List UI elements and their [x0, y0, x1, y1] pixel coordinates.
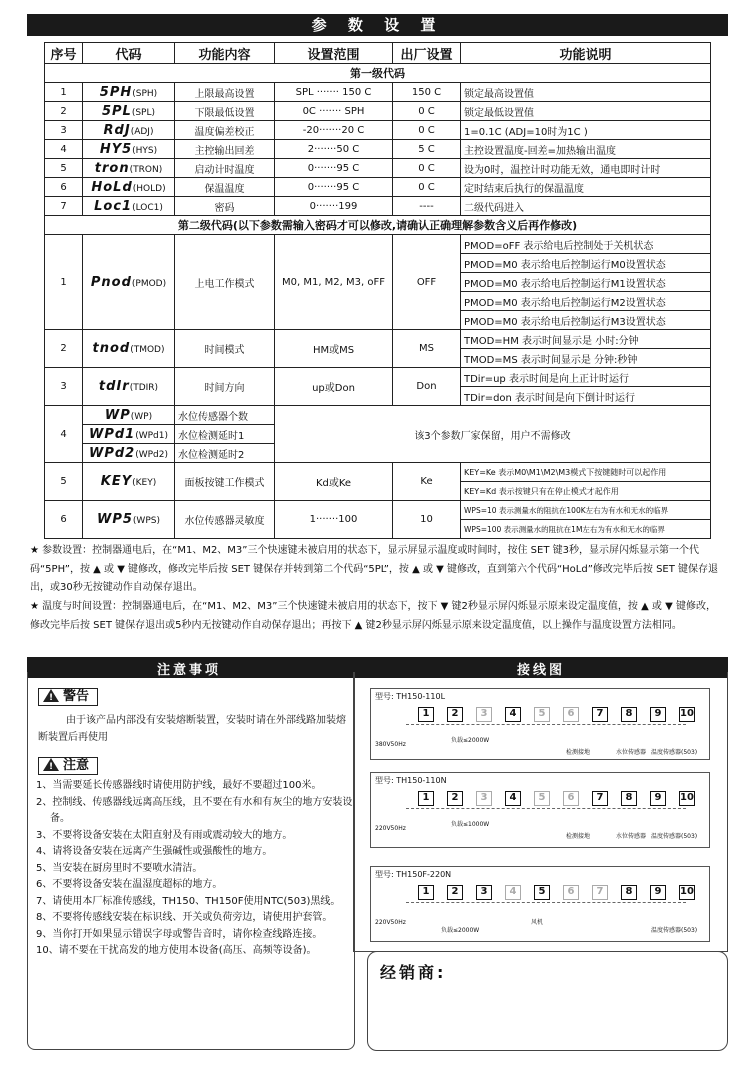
terminal-6: 6 [563, 791, 579, 806]
caution-item: 6、不要将设备安装在温湿度超标的地方。 [36, 879, 223, 890]
caution-item: 8、不要将传感线安装在标识线、开关或负荷旁边，请使用护套管。 [36, 912, 333, 923]
terminal-4: 4 [505, 707, 521, 722]
wiring-label: 水位传感器 [616, 749, 647, 756]
terminal-7: 7 [592, 791, 608, 806]
terminal-1: 1 [418, 707, 434, 722]
wiring-label: 220V50Hz [375, 919, 406, 926]
terminal-9: 9 [650, 885, 666, 900]
terminal-9: 9 [650, 791, 666, 806]
wiring-diagram [370, 688, 710, 760]
model-label: 型号: TH150F-220N [375, 870, 452, 879]
wiring-label: 风机 [531, 919, 544, 926]
terminal-2: 2 [447, 885, 463, 900]
parameter-table: 序号 代码 功能内容 设置范围 出厂设置 功能说明 第一级代码 1 5PH(SPH) 上限最高设置 SPL ······· 150 C 150 C 锁定最高设置值 2 5PL(SPL) 下限最低设置 0C ······· SPH 0 C 锁定最低设置值 3 RdJ(ADJ) 温度偏差校正 -20·······20 C 0 C 1=0.1C (ADJ=10时为1C ) 4 HY5(HYS) 主控输出回差 2·······50 C 5 C 主控设置温度-回差=加热输出温度 5 tron(TRON) 启动计时温度 0·······95 C 0 C 设为0时，温控计时功能无效，通电即时计时 6 HoLd(HOLD) 保温温度 0·······95 C 0 C 定时结束后执行的保温温度 7 Loc1(LOC1) 密码 0·······199 ---- 二级代码进入 第二级代码(以下参数需输入密码才可以修改,请确认正确理解参数含义后再作修改) 1 Pnod(PMOD) 上电工作模式 M0, M1, M2, M3, oFF OFF PMOD=oFF 表示给电后控制处于关机状态 PMOD=M0 表示给电后控制运行M0设置状态 PMOD=M0 表示给电后控制运行M1设置状态 PMOD=M0 表示给电后控制运行M2设置状态 PMOD=M0 表示给电后控制运行M3设置状态 2 tnod(TMOD) 时间模式 HM或MS MS TMOD=HM 表示时间显示是 小时:分钟 TMOD=MS 表示时间显示是 分钟:秒钟 3 tdIr(TDIR) 时间方向 up或Don Don TDir=up 表示时间是向上正计时运行 TDir=don 表示时间是向下倒计时运行 4 WP(WP) 水位传感器个数 该3个参数厂家保留，用户不需修改 WPd1(WPd1) 水位检测延时1 WPd2(WPd2) 水位检测延时2 5 KEY(KEY) 面板按键工作模式 Kd或Ke Ke KEY=Ke 表示M0\M1\M2\M3模式下按键随时可以起作用 KEY=Kd 表示按键只有在停止模式才起作用 6 WP5(WPS) 水位传感器灵敏度 1·······100 10 WPS=10 表示测量水的阻抗在100K左右为有水和无水的临界 WPS=100 表示测量水的阻抗在1M左右为有水和无水的临界 [44, 42, 711, 539]
model-label: 型号: TH150-110L [375, 692, 446, 701]
caution-header: !注意 [38, 757, 98, 775]
caution-icon [43, 758, 59, 771]
table-row: 4 HY5(HYS) 主控输出回差 2·······50 C 5 C 主控设置温度-回差=加热输出温度 [45, 140, 711, 159]
wiring-label: 温度传感器(503) [651, 833, 698, 840]
terminal-10: 10 [679, 791, 695, 806]
wiring-label: 负载≤2000W [451, 737, 490, 744]
dealer-box [367, 951, 728, 1051]
warning-text: 由于该产品内部没有安装熔断装置，安装时请在外部线路加装熔断装置后再使用 [38, 715, 346, 743]
table-row: 1 Pnod(PMOD) 上电工作模式 M0, M1, M2, M3, oFF OFF PMOD=oFF 表示给电后控制处于关机状态 [45, 235, 711, 254]
terminal-6: 6 [563, 707, 579, 722]
caution-item: 9、当你打开如果显示错误字母或警告音时，请你检查线路连接。 [36, 928, 323, 940]
instruction-temp-time-setting: ★ 温度与时间设置：控制器通电后，在“M1、M2、M3”三个快速键未被启用的状态下，按下 ▼ 键2秒显示屏闪烁显示原来设定温度值，按 ▲ 或 ▼ 键修改，修改完毕后按 SET 键保存退出或5秒内无按键动作自动保存退出；再按下 ▲ 键2秒显示屏闪烁显示原来设定温度值，以上操作与温度设置方法相同。 [30, 601, 716, 631]
wiring-label: 检测接地 [566, 833, 591, 840]
wiring-label: 温度传感器(503) [651, 749, 698, 756]
terminal-6: 6 [563, 885, 579, 900]
table-row: 5 KEY(KEY) 面板按键工作模式 Kd或Ke Ke KEY=Ke 表示M0\M1\M2\M3模式下按键随时可以起作用 [45, 463, 711, 482]
terminal-3: 3 [476, 707, 492, 722]
terminal-3: 3 [476, 791, 492, 806]
table-row: 4 WP(WP) 水位传感器个数 该3个参数厂家保留，用户不需修改 [45, 406, 711, 425]
terminal-2: 2 [447, 707, 463, 722]
terminal-7: 7 [592, 707, 608, 722]
table-row: 6 WP5(WPS) 水位传感器灵敏度 1·······100 10 WPS=10 表示测量水的阻抗在100K左右为有水和无水的临界 [45, 501, 711, 520]
table-row: 2 5PL(SPL) 下限最低设置 0C ······· SPH 0 C 锁定最低设置值 [45, 102, 711, 121]
terminal-5: 5 [534, 707, 550, 722]
table-row: 6 HoLd(HOLD) 保温温度 0·······95 C 0 C 定时结束后执行的保温温度 [45, 178, 711, 197]
wiring-label: 水位传感器 [616, 833, 647, 840]
caution-item: 10、请不要在干扰高发的地方使用本设备(高压、高频等设备)。 [36, 945, 317, 956]
notice-title: 注意事项 [157, 663, 222, 678]
table-row: 3 tdIr(TDIR) 时间方向 up或Don Don TDir=up 表示时间是向上正计时运行 [45, 368, 711, 387]
terminal-8: 8 [621, 885, 637, 900]
wire [406, 902, 686, 903]
model-label: 型号: TH150-110N [375, 776, 447, 785]
terminal-5: 5 [534, 885, 550, 900]
wiring-diagram [370, 866, 710, 942]
terminal-5: 5 [534, 791, 550, 806]
terminal-7: 7 [592, 885, 608, 900]
warning-header: !警告 [38, 688, 98, 706]
level1-heading: 第一级代码 [45, 64, 711, 83]
wiring-label: 检测接地 [566, 749, 591, 756]
col-header: 序号 [45, 43, 83, 64]
warning-icon [43, 689, 59, 702]
terminal-4: 4 [505, 791, 521, 806]
caution-item: 4、请将设备安装在远离产生强碱性或强酸性的地方。 [36, 846, 273, 857]
terminal-10: 10 [679, 707, 695, 722]
table-row: 7 Loc1(LOC1) 密码 0·······199 ---- 二级代码进入 [45, 197, 711, 216]
caution-item: 5、当安装在厨房里时不要喷水清洁。 [36, 862, 203, 874]
table-row: 3 RdJ(ADJ) 温度偏差校正 -20·······20 C 0 C 1=0.1C (ADJ=10时为1C ) [45, 121, 711, 140]
wire [406, 808, 686, 809]
page-title: 参 数 设 置 [27, 14, 728, 36]
terminal-9: 9 [650, 707, 666, 722]
col-header: 代码 [83, 43, 175, 64]
col-header: 功能说明 [461, 43, 711, 64]
wiring-diagram [370, 772, 710, 848]
wiring-label: 380V50Hz [375, 741, 406, 748]
wire [406, 724, 686, 725]
dealer-label: 经销商: [380, 963, 447, 982]
col-header: 出厂设置 [393, 43, 461, 64]
terminal-1: 1 [418, 885, 434, 900]
caution-item: 1、当需要延长传感器线时请使用防护线，最好不要超过100米。 [36, 780, 322, 791]
caution-item: 7、请使用本厂标准传感线，TH150、TH150F使用NTC(503)黑线。 [36, 895, 341, 907]
wiring-label: 负载≤2000W [441, 927, 480, 934]
terminal-3: 3 [476, 885, 492, 900]
terminal-2: 2 [447, 791, 463, 806]
table-row: 5 tron(TRON) 启动计时温度 0·······95 C 0 C 设为0时，温控计时功能无效，通电即时计时 [45, 159, 711, 178]
terminal-8: 8 [621, 707, 637, 722]
col-header: 功能内容 [175, 43, 275, 64]
wiring-title: 接线图 [517, 663, 566, 678]
terminal-4: 4 [505, 885, 521, 900]
terminal-1: 1 [418, 791, 434, 806]
wiring-label: 220V50Hz [375, 825, 406, 832]
wiring-label: 负载≤1000W [451, 821, 490, 828]
wiring-label: 温度传感器(503) [651, 927, 698, 934]
col-header: 设置范围 [275, 43, 393, 64]
terminal-8: 8 [621, 791, 637, 806]
terminal-10: 10 [679, 885, 695, 900]
instruction-param-setting: ★ 参数设置：控制器通电后，在“M1、M2、M3”三个快速键未被启用的状态下，显示屏显示温度或时间时，按住 SET 键3秒，显示屏闪烁显示第一个代码“5PH”，按 ▲ 或 ▼ 键修改，修改完毕后按 SET 键保存并转到第二个代码“5PL”，按 ▲ 或 ▼ 键修改，直到第六个代码“HoLd”修改完毕后按 SET 键保存退出，或30秒无按键动作自动保存退出。 [30, 545, 719, 593]
caution-item: 3、不要将设备安装在太阳直射及有雨或震动较大的地方。 [36, 829, 293, 841]
level2-heading: 第二级代码(以下参数需输入密码才可以修改,请确认正确理解参数含义后再作修改) [45, 216, 711, 235]
table-row: 2 tnod(TMOD) 时间模式 HM或MS MS TMOD=HM 表示时间显示是 小时:分钟 [45, 330, 711, 349]
caution-list [36, 778, 354, 960]
caution-item: 2、控制线、传感器线远离高压线，且不要在有水和有灰尘的地方安装设备。 [36, 796, 353, 824]
table-row: 1 5PH(SPH) 上限最高设置 SPL ······· 150 C 150 C 锁定最高设置值 [45, 83, 711, 102]
table-header-row [45, 43, 711, 64]
